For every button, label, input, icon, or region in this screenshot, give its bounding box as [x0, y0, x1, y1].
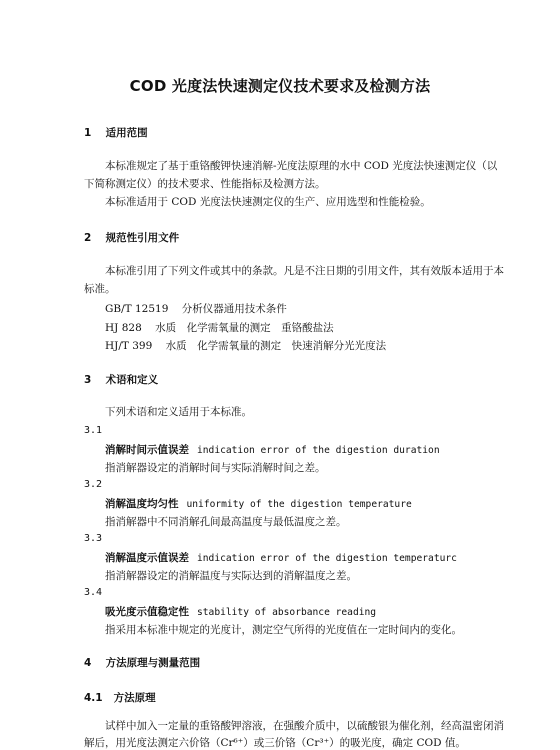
reference-item — [105, 301, 287, 316]
document-title: COD 光度法快速测定仪技术要求及检测方法 — [129, 77, 431, 95]
term-chinese: 消解时间示值误差 — [105, 444, 189, 456]
term-entry — [105, 496, 412, 511]
reference-title: 水质 化学需氧量的测定 重铬酸盐法 — [155, 322, 334, 334]
clause-number: 3.4 — [84, 587, 103, 598]
section-4-1-paragraph-line-2: 解后，用光度法测定六价铬（Cr⁶⁺）或三价铬（Cr³⁺）的吸光度，确定 COD 值。 — [84, 737, 466, 749]
section-2-paragraph-1: 本标准引用了下列文件或其中的条款。凡是不注日期的引用文件，其有效版本适用于本标准。 — [84, 265, 504, 295]
term-entry — [105, 604, 376, 619]
term-chinese: 消解温度示值误差 — [105, 552, 189, 564]
term-english: stability of absorbance reading — [197, 607, 377, 618]
term-english: indication error of the digestion temperaturc — [197, 553, 457, 564]
reference-code: GB/T 12519 — [105, 303, 169, 315]
term-definition: 指消解器中不同消解孔间最高温度与最低温度之差。 — [105, 516, 347, 528]
section-title: 规范性引用文件 — [105, 232, 180, 244]
section-4-1-paragraph-line-1: 试样中加入一定量的重铬酸钾溶液，在强酸介质中，以硫酸银为催化剂，经高温密闭消 — [105, 720, 504, 732]
section-3-intro: 下列术语和定义适用于本标准。 — [105, 406, 252, 418]
section-title: 方法原理与测量范围 — [105, 657, 201, 669]
term-definition: 指消解器设定的消解时间与实际消解时间之差。 — [105, 462, 326, 474]
section-1-paragraph-2: 本标准适用于 COD 光度法快速测定仪的生产、应用选型和性能检验。 — [105, 196, 431, 208]
term-definition: 指消解器设定的消解温度与实际达到的消解温度之差。 — [105, 570, 357, 582]
section-1-paragraph-1: 本标准规定了基于重铬酸钾快速消解-光度法原理的水中 COD 光度法快速测定仪（以下简称测定仪）的技术要求、性能指标及检测方法。 — [84, 160, 498, 190]
section-number: 4 — [84, 657, 92, 669]
section-title: 适用范围 — [105, 127, 148, 139]
section-number: 2 — [84, 232, 92, 244]
term-entry — [105, 550, 457, 565]
reference-code: HJ/T 399 — [105, 340, 153, 352]
section-title: 术语和定义 — [105, 374, 159, 386]
clause-number: 3.1 — [84, 425, 103, 436]
section-number: 3 — [84, 374, 92, 386]
reference-code: HJ 828 — [105, 322, 142, 334]
term-entry — [105, 442, 440, 457]
section-title: 方法原理 — [113, 692, 156, 704]
reference-title: 水质 化学需氧量的测定 快速消解分光光度法 — [165, 340, 387, 352]
clause-number: 3.2 — [84, 479, 103, 490]
reference-item — [105, 320, 334, 335]
reference-title: 分析仪器通用技术条件 — [181, 303, 287, 315]
term-definition: 指采用本标准中规定的光度计，测定空气所得的光度值在一定时间内的变化。 — [105, 624, 462, 636]
section-number: 4.1 — [84, 692, 103, 704]
section-2-heading — [84, 230, 179, 245]
section-4-heading — [84, 655, 200, 670]
clause-number: 3.3 — [84, 533, 103, 544]
section-4-1-heading — [84, 690, 156, 705]
term-english: uniformity of the digestion temperature — [186, 499, 412, 510]
section-number: 1 — [84, 127, 92, 139]
reference-item — [105, 338, 386, 353]
term-english: indication error of the digestion duration — [197, 445, 440, 456]
term-chinese: 消解温度均匀性 — [105, 498, 179, 510]
term-chinese: 吸光度示值稳定性 — [105, 606, 189, 618]
section-3-heading — [84, 372, 158, 387]
section-1-heading — [84, 125, 148, 140]
